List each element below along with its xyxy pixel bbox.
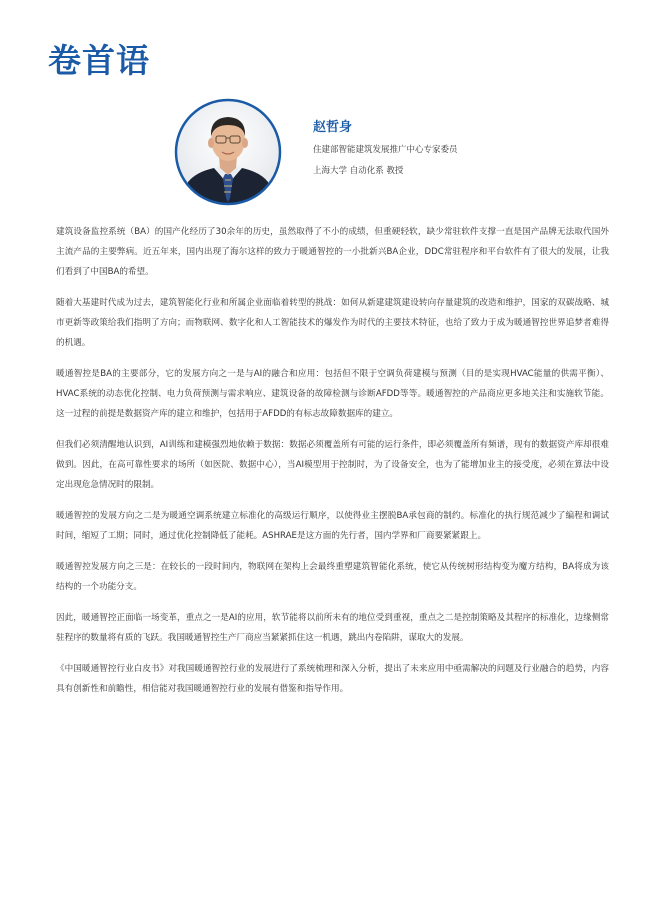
paragraph: 建筑设备监控系统（BA）的国产化经历了30余年的历史，虽然取得了不小的成绩，但重硬轻软，缺少常驻软件支撑一直是国产品牌无法取代国外主流产品的主要弊病。近五年来，国内出现了海尔这样的致力于暖通智控的一小批新兴BA企业，DDC常驻程序和平台软件有了很大的发展，让我们看到了中国BA的希望。 [56, 227, 609, 277]
paragraph: 暖通智控的发展方向之二是为暖通空调系统建立标准化的高级运行顺序，以使得业主摆脱BA承包商的制约。标准化的执行规范减少了编程和调试时间，缩短了工期；同时，通过优化控制降低了能耗。ASHRAE是这方面的先行者，国内学界和厂商要紧紧跟上。 [56, 511, 609, 541]
paragraph: 暖通智控是BA的主要部分，它的发展方向之一是与AI的融合和应用：包括但不限于空调负荷建模与预测（目的是实现HVAC能量的供需平衡）、HVAC系统的动态优化控制、电力负荷预测与需求响应、建筑设备的故障检测与诊断AFDD等等。暖通智控的产品商应更多地关注和实施软节能。这一过程的前提是数据资产库的建立和维护，包括用于AFDD的有标志故障数据库的建立。 [56, 369, 609, 419]
article-body [56, 222, 609, 710]
author-title-2: 上海大学 自动化系 教授 [313, 166, 404, 176]
paragraph: 随着大基建时代成为过去，建筑智能化行业和所属企业面临着转型的挑战：如何从新建建筑建设转向存量建筑的改造和维护，国家的双碳战略、城市更新等政策给我们指明了方向；而物联网、数字化和人工智能技术的爆发作为时代的主要技术特征，也给了致力于成为暖通智控世界追梦者难得的机遇。 [56, 298, 609, 348]
paragraph: 暖通智控发展方向之三是：在较长的一段时间内，物联网在架构上会最终重塑建筑智能化系统，使它从传统树形结构变为魔方结构，BA将成为该结构的一个功能分支。 [56, 562, 609, 592]
paragraph: 《中国暖通智控行业白皮书》对我国暖通智控行业的发展进行了系统梳理和深入分析，提出了未来应用中亟需解决的问题及行业融合的趋势，内容具有创新性和前瞻性，相信能对我国暖通智控行业的发展有借鉴和指导作用。 [56, 664, 609, 694]
author-portrait-photo [174, 98, 282, 206]
paragraph: 因此，暖通智控正面临一场变革，重点之一是AI的应用，软节能将以前所未有的地位受到重视，重点之二是控制策略及其程序的标准化，边缘侧常驻程序的数量将有质的飞跃。我国暖通智控生产厂商应当紧紧抓住这一机遇，跳出内卷陷阱，谋取大的发展。 [56, 613, 609, 643]
page-title: 卷首语 [48, 41, 150, 80]
author-title-1: 住建部智能建筑发展推广中心专家委员 [313, 145, 458, 155]
author-name: 赵哲身 [313, 120, 353, 135]
paragraph: 但我们必须清醒地认识到，AI训练和建模强烈地依赖于数据：数据必须覆盖所有可能的运行条件，即必须覆盖所有频谱，现有的数据资产库却很难做到。因此，在高可靠性要求的场所（如医院、数据中心），当AI模型用于控制时，为了设备安全，也为了能增加业主的接受度，必须在算法中设定出现危急情况时的限制。 [56, 440, 609, 490]
